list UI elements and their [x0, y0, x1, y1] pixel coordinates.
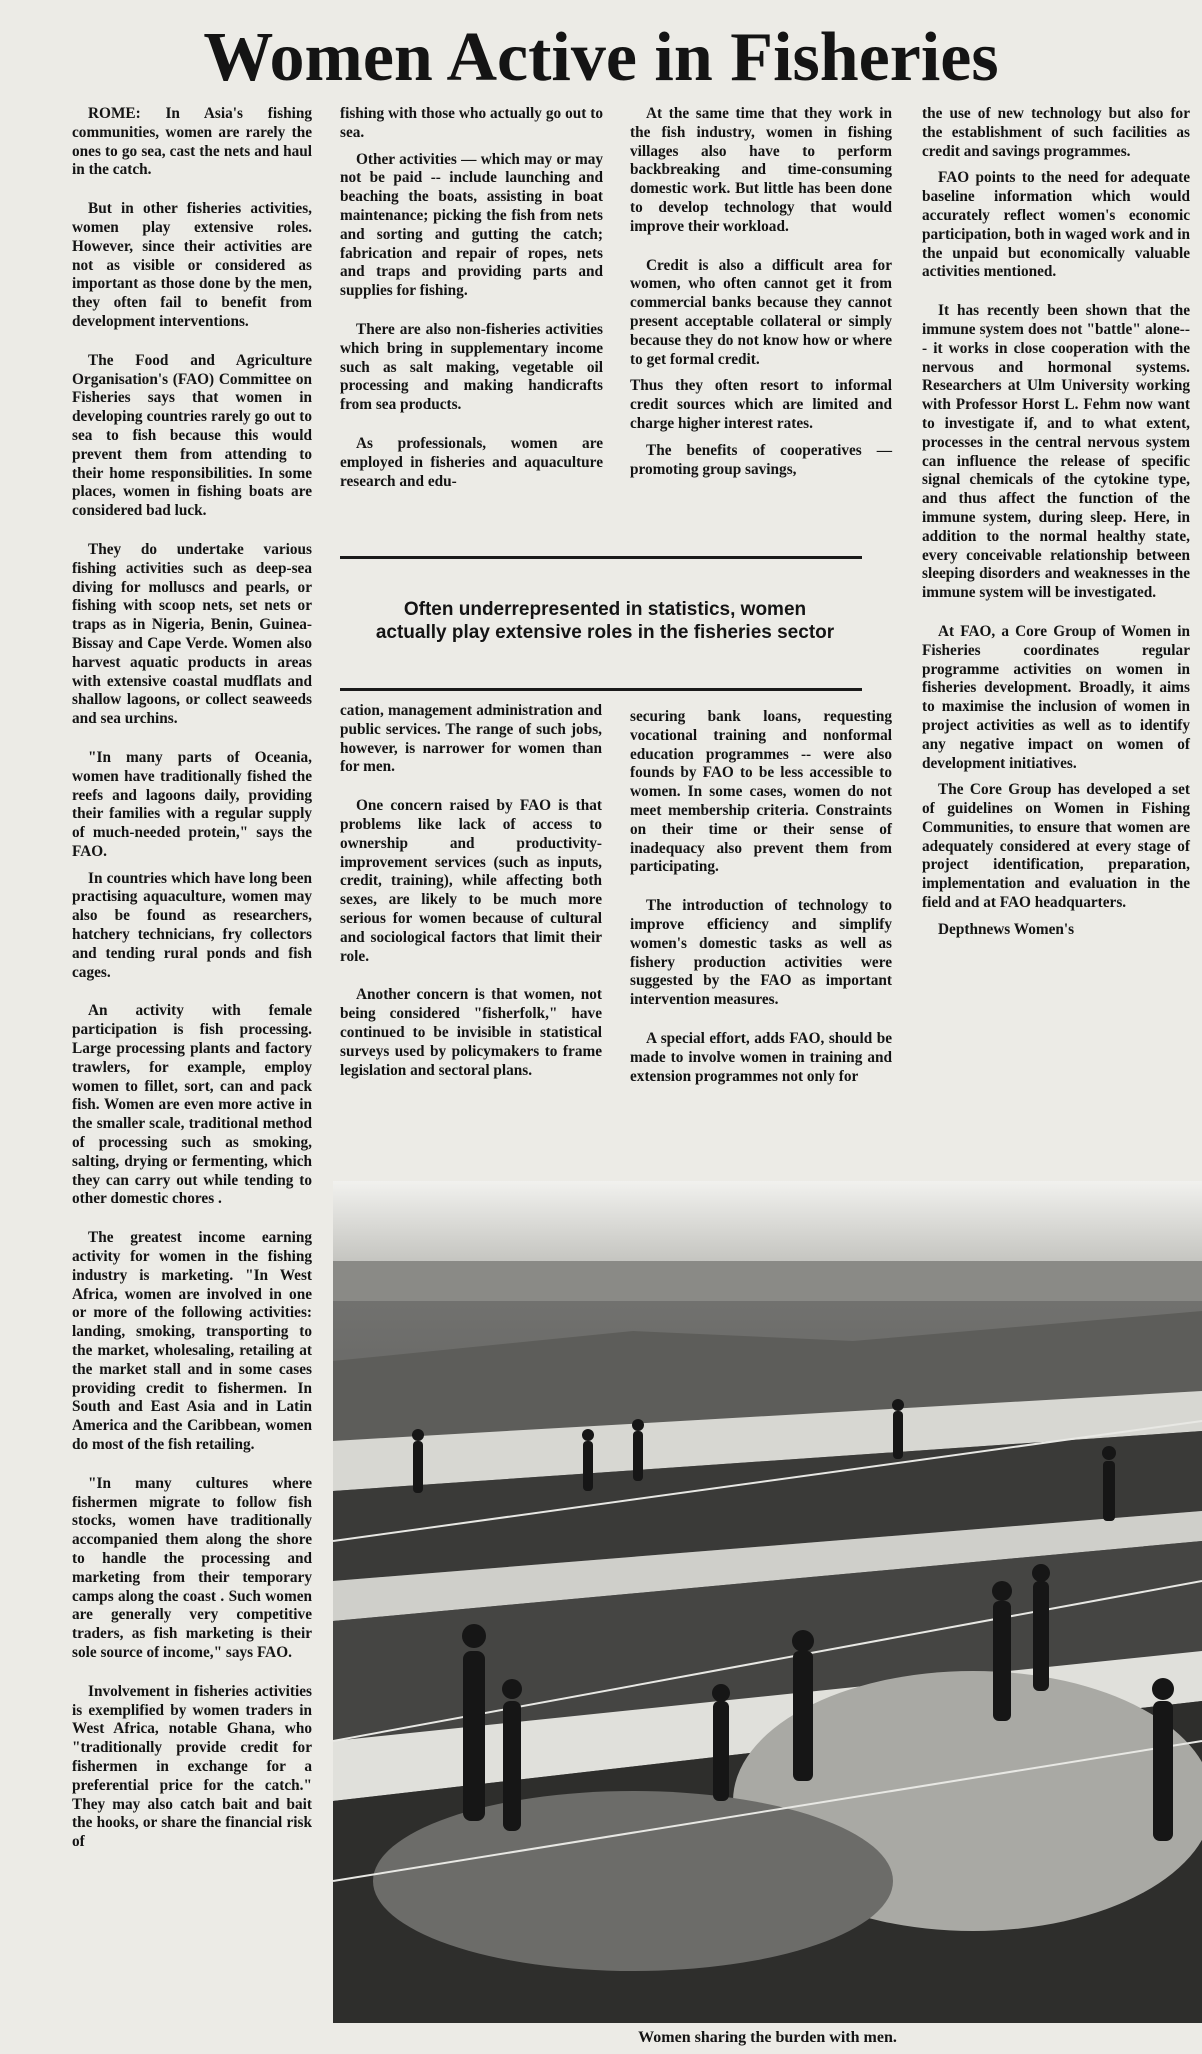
paragraph: One concern raised by FAO is that problems like lack of access to ownership and productivity-improvement services (such as inputs, credit, training), while affecting both sexes, are likely to be much more serious for women because of cultural and sociological factors that limit their role.: [340, 797, 602, 965]
column-3-bottom: [630, 708, 892, 1106]
photo-women-fishery-workers: [333, 1181, 1202, 2023]
paragraph: securing bank loans, requesting vocational training and nonformal education programmes -- were also founds by FAO to be less accessible to women. In some cases, women do not meet membership criteria. Constraints on their time or their sense of inadequacy also prevent them from participating.: [630, 708, 892, 876]
paragraph: Thus they often resort to informal credit sources which are limited and charge higher interest rates.: [630, 377, 892, 432]
pull-quote-bottom-rule: [340, 688, 862, 691]
pull-quote-line-2: actually play extensive roles in the fisheries sector: [375, 622, 835, 643]
pull-quote: [345, 598, 865, 644]
paragraph: At FAO, a Core Group of Women in Fisheries coordinates regular programme activities on women in fisheries development. Broadly, it aims to maximise the inclusion of women in project activities as well as to identify any negative impact on women of development initiatives.: [922, 622, 1190, 772]
paragraph: The Food and Agriculture Organisation's (FAO) Committee on Fisheries says that women in developing countries rarely go out to sea to fish because this would prevent them from attending to their home responsibilities. In some places, women in fishing boats are considered bad luck.: [72, 351, 312, 520]
paragraph: The greatest income earning activity for women in the fishing industry is marketing. "In West Africa, women are involved in one or more of the following activities: landing, smoking, transporting to the market, wholesaling, retailing at the market stall and in some cases providing credit to fishermen. In South and East Asia and in Latin America and the Caribbean, women do most of the fish retailing.: [72, 1229, 312, 1453]
paragraph: At the same time that they work in the fish industry, women in fishing villages also have to perform backbreaking and time-consuming domestic work. But little has been done to develop technology that would improve their workload.: [630, 105, 892, 235]
pull-quote-line-1: Often underrepresented in statistics, women: [403, 599, 807, 620]
paragraph: Involvement in fisheries activities is exemplified by women traders in West Africa, notable Ghana, who "traditionally provide credit for fishermen in exchange for a preferential price for the catch." They may also catch bait and bait the hooks, or share the financial risk of: [72, 1682, 312, 1851]
paragraph: A special effort, adds FAO, should be made to involve women in training and extension programmes not only for: [630, 1029, 892, 1085]
paragraph: the use of new technology but also for the establishment of such facilities as credit and savings programmes.: [922, 105, 1190, 160]
paragraph: It has recently been shown that the immune system does not "battle" alone--- it works in close cooperation with the nervous and hormonal systems. Researchers at Ulm University working with Professor Horst L. Fehm now want to investigate if, and to what extent, processes in the central nervous system can influence the release of specific signal chemicals of the cytokine type, and thus affect the function of the immune system, during sleep. Here, in addition to the normal healthy state, every conceivable relationship between sleeping disorders and weaknesses in the immune system will be investigated.: [922, 302, 1190, 602]
column-2-bottom: [340, 702, 602, 1100]
paragraph: FAO points to the need for adequate baseline information which would accurately reflect women's economic participation, both in waged work and in the unpaid but economically valuable activities mentioned.: [922, 169, 1190, 281]
column-3-top: [630, 105, 892, 499]
paragraph: In countries which have long been practising aquaculture, women may also be found as researchers, hatchery technicians, fry collectors and tending rural ponds and fish cages.: [72, 869, 312, 981]
paragraph: But in other fisheries activities, women play extensive roles. However, since their activities are not as visible or considered as important as those done by the men, they often fail to benefit from development interventions.: [72, 200, 312, 330]
paragraph: They do undertake various fishing activities such as deep-sea diving for molluscs and pearls, or fishing with scoop nets, set nets or traps as in Nigeria, Benin, Guinea-Bissay and Cape Verde. Women also harvest aquatic products in areas with extensive coastal mudflats and shallow lagoons, or collect seaweeds and sea urchins.: [72, 540, 312, 728]
paragraph: The benefits of cooperatives — promoting group savings,: [630, 441, 892, 478]
column-2-top: [340, 105, 603, 511]
paragraph: The introduction of technology to improve efficiency and simplify women's domestic tasks as well as fishery production activities were suggested by the FAO as important intervention measures.: [630, 897, 892, 1009]
pull-quote-top-rule: [340, 556, 862, 559]
paragraph: An activity with female participation is fish processing. Large processing plants and factory trawlers, for example, employ women to fillet, sort, can and pack fish. Women are even more active in the smaller scale, traditional method of processing such as smoking, salting, drying or fermenting, which they can carry out while tending to other domestic chores .: [72, 1002, 312, 1208]
paragraph: As professionals, women are employed in fisheries and aquaculture research and edu-: [340, 434, 603, 490]
paragraph: cation, management administration and public services. The range of such jobs, however, is narrower for women than for men.: [340, 702, 602, 776]
paragraph: There are also non-fisheries activities which bring in supplementary income such as salt making, vegetable oil processing and making handicrafts from sea products.: [340, 320, 603, 414]
paragraph: Other activities — which may or may not be paid -- include launching and beaching the boats, assisting in boat maintenance; picking the fish from nets and sorting and gutting the catch; fabrication and repair of ropes, nets and traps and providing parts and supplies for fishing.: [340, 150, 603, 300]
paragraph: "In many cultures where fishermen migrate to follow fish stocks, women have traditionally accompanied them along the shore to handle the processing and marketing from their temporary camps along the coast . Such women are generally very competitive traders, as fish marketing is their sole source of income," says FAO.: [72, 1474, 312, 1661]
paragraph: fishing with those who actually go out to sea.: [340, 105, 603, 141]
paragraph: The Core Group has developed a set of guidelines on Women in Fishing Communities, to ensure that women are adequately considered at every stage of project identification, preparation, implementation and evaluation in the field and at FAO headquarters.: [922, 781, 1190, 912]
column-1: [72, 105, 312, 1872]
photo-illustration: [333, 1181, 1202, 2023]
byline: Depthnews Women's: [938, 920, 1075, 938]
headline: Women Active in Fisheries: [203, 19, 999, 96]
paragraph: Credit is also a difficult area for women, who often cannot get it from commercial banks because they cannot present acceptable collateral or simply because they do not know how or where to get formal credit.: [630, 256, 892, 368]
paragraph: ROME: In Asia's fishing communities, women are rarely the ones to go sea, cast the nets and haul in the catch.: [72, 105, 312, 179]
paragraph: "In many parts of Oceania, women have traditionally fished the reefs and lagoons daily, providing their families with a regular supply of much-needed protein," says the FAO.: [72, 748, 312, 860]
column-4: [922, 105, 1190, 960]
photo-caption: Women sharing the burden with men.: [333, 2025, 1202, 2054]
paragraph: Another concern is that women, not being considered "fisherfolk," have continued to be invisible in statistical surveys used by policymakers to frame legislation and sectoral plans.: [340, 986, 602, 1079]
